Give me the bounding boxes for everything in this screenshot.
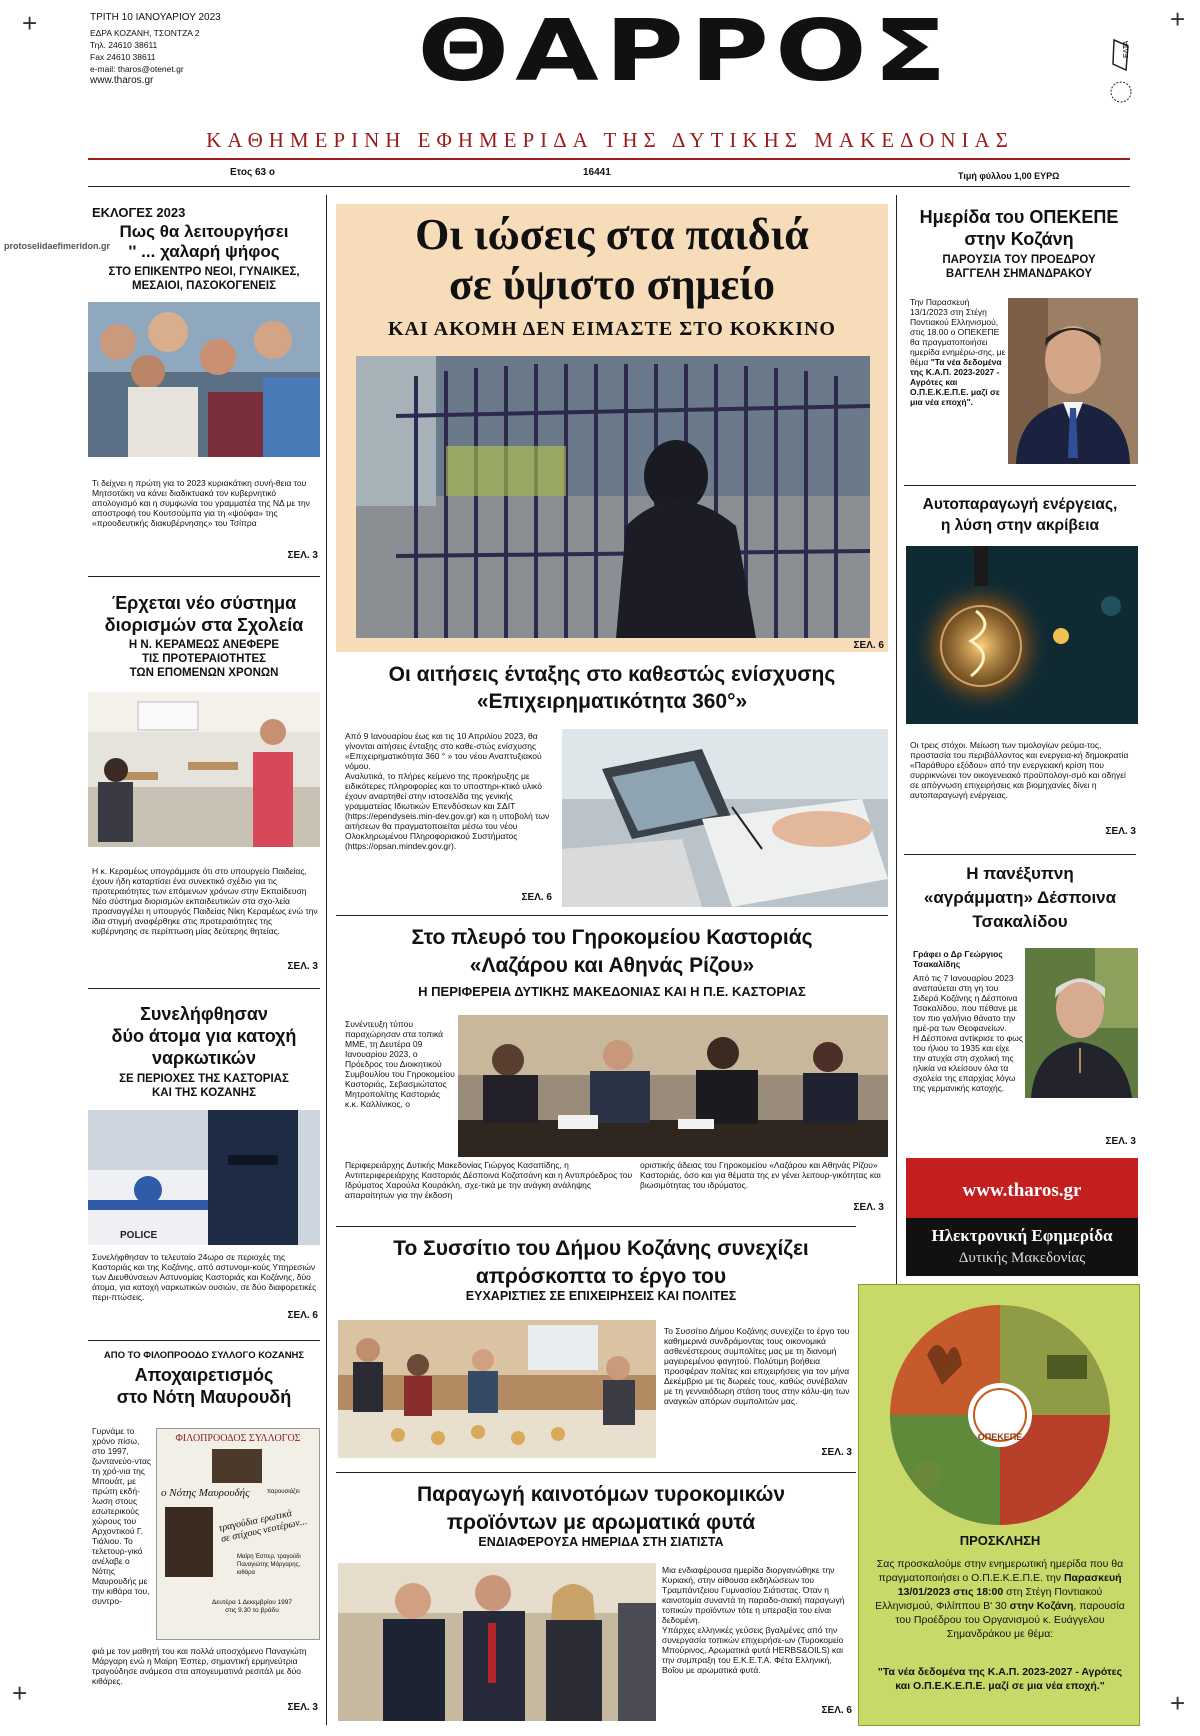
a3-headline: Συνελήφθησαν δύο άτομα για κατοχή ναρκωτικών — [111, 1004, 297, 1068]
poster-photo-small — [212, 1449, 262, 1483]
a4-body: Γυρνάμε το χρόνο πίσω, στο 1997, ζωντανεύο-ντας τη χρό-νια της Μπουάτ, με πρώτη εκδή-λωση στους εσωτερικούς χώρους του Αρχοντικού Γ. Τιάλιου. Το τελετουρ-γικό ανέλαβε ο Νότης Μαυρουδής με την κιθάρα του, συντρο- — [92, 1426, 151, 1606]
invitation-body — [871, 1557, 1129, 1641]
ad-url[interactable]: www.tharos.gr — [962, 1180, 1082, 1201]
ad-line2: Δυτικής Μακεδονίας — [958, 1250, 1086, 1266]
price-label: Τιμή φύλλου 1,00 ΕΥΡΩ — [958, 171, 1060, 181]
issue-date: ΤΡΙΤΗ 10 ΙΑΝΟΥΑΡΙΟΥ 2023 — [90, 12, 221, 23]
c2-body: Οι τρεις στόχοι. Μείωση των τιμολογίων ρεύμα-τος, προστασία του περιβάλλοντος και ενεργεια-κή δημοκρατία «Παράθυρο εξόδου» από την ενεργειακή κρίση που συρρικνώνει τον οικογενειακό προϋπολογι-σμό και οδηγεί σε απόγνωση επιχειρήσεις και βιομηχανίες δίνει η αυτοπαραγωγή ενέργειας. — [910, 740, 1129, 800]
a1-subhead: ΣΤΟ ΕΠΙΚΕΝΤΡΟ ΝΕΟΙ, ΓΥΝΑΙΚΕΣ, ΜΕΣΑΙΟΙ, ΠΑΣΟΚΟΓΕΝΕΙΣ — [108, 266, 300, 292]
website[interactable]: www.tharos.gr — [90, 75, 154, 86]
b1-page-ref[interactable]: ΣΕΛ. 6 — [521, 892, 552, 903]
b2-headline: Στο πλευρό του Γηροκομείου Καστοριάς «Λαζάρου και Αθηνάς Ρίζου» — [411, 926, 813, 977]
b4-headline: Παραγωγή καινοτόμων τυροκομικών προϊόντων με αρωματικά φυτά — [416, 1483, 786, 1534]
divider — [904, 854, 1136, 855]
c1-headline: Ημερίδα του ΟΠΕΚΕΠΕ στην Κοζάνη — [919, 207, 1119, 249]
b2-photo-press-conference — [458, 1015, 888, 1157]
b3-body: Το Συσσίτιο Δήμου Κοζάνης συνεχίζει το έργο του καθημερινά συνδράμοντας τους οικονομικά ασθενέστερους συμπολίτες μας με τη διανομή μαγειρεμένου φαγητού. Πολύτιμη βοήθεια προσφέραν πολίτες και επιχειρήσεις για τον μήνα Δεκέμβριο με τις δωρεές τους, καθώς συνέβαλαν με τη γενναιόδωρη στάση τους στην κάλυ-ψη των αναγκών απόρων συμπολιτών μας. — [664, 1326, 850, 1406]
a4-body-cont: φιά με τον μαθητή του και πολλά υποσχόμενο Παναγιώτη Μάργαρη ενώ η Μαίρη Έσπερ, σημαντική ερμηνεύτρια τραγούδησε ανάμεσα στα απογευματινά ρεσιτάλ με δύο κιθάρες. — [92, 1646, 307, 1686]
b4-page-ref[interactable]: ΣΕΛ. 6 — [821, 1705, 852, 1716]
invitation-quote: "Τα νέα δεδομένα της Κ.Α.Π. 2023-2027 - Αγρότες και Ο.Π.Ε.Κ.Ε.Π.Ε. μαζί σε μια νέα εποχή." — [877, 1666, 1123, 1692]
b1-body: Από 9 Ιανουαρίου έως και τις 10 Απριλίου 2023, θα γίνονται αιτήσεις ένταξης στο καθε-στώς ενίσχυσης «Επιχειρηματικότητα 360 ° » του νέου Αναπτυξιακού νόμου. Αναλυτικά, το πλήρες κείμενο της προκήρυξης με ειδικότερες πληροφορίες και το υποστηρι-κτικό υλικό έχουν αναρτηθεί στην ιστοσελίδα της γενικής γραμματείας Ιδιωτικών Επενδύσεων και ΣΔΙΤ (https://ependyseis.min-dev.gov.gr) και η υποβολή των αιτήσεων θα πραγματοποιείται μέσω του νέου Ολοκληρωμένου Πληροφοριακού Συστήματος (https://opsan.mindev.gov.gr). — [345, 731, 550, 851]
a2-headline: Έρχεται νέο σύστημα διορισμών στα Σχολεία — [104, 593, 304, 635]
column-rule — [326, 195, 327, 1725]
b2-body-left: Συνέντευξη τύπου παραχώρησαν στα τοπικά ΜΜΕ, τη Δευτέρα 09 Ιανουαρίου 2023, ο Πρόεδρος του Διοικητικού Συμβουλίου του Γηροκομείου Καστοριάς, Σεβασμιώτατος Μητροπολίτης Καστοριάς κ.κ. Καλλίνικος, ο — [345, 1019, 455, 1109]
invitation-illustration — [867, 1295, 1133, 1535]
c1-body-bold: "Τα νέα δεδομένα της Κ.Α.Π. 2023-2027 - Αγρότες και Ο.Π.Ε.Κ.Ε.Π.Ε. μαζί σε μια νέα εποχή". — [910, 357, 1002, 407]
a1-headline: Πως θα λειτουργήσει '' ... χαλαρή ψήφος — [119, 222, 289, 261]
c3-page-ref[interactable]: ΣΕΛ. 3 — [1105, 1136, 1136, 1147]
email: e-mail: tharos@otenet.gr — [90, 64, 184, 74]
a4-poster — [156, 1428, 320, 1640]
website-ad[interactable] — [906, 1158, 1138, 1276]
a4-page-ref[interactable]: ΣΕΛ. 3 — [287, 1702, 318, 1713]
poster-photo-guitarist — [165, 1507, 213, 1577]
invitation-box — [858, 1284, 1140, 1726]
invitation-presence: , παρουσία του Προέδρου του Οργανισμού κ. Ευάγγελου Σημανδράκου με θέμα: — [895, 1600, 1125, 1640]
b2-page-ref[interactable]: ΣΕΛ. 3 — [853, 1202, 884, 1213]
divider — [88, 1340, 320, 1341]
crop-mark: + — [22, 8, 38, 38]
c1-body — [910, 297, 1006, 407]
b2-body-right: οριστικής άδειας του Γηροκομείου «Λαζάρου και Αθηνάς Ρίζου» Καστοριάς, όσο και για θέματα της εν γένει λειτουρ-γικότητας και βιωσιμότητας του ιδρύματος. — [640, 1160, 881, 1190]
a2-subhead: Η Ν. ΚΕΡΑΜΕΩΣ ΑΝΕΦΕΡΕ ΤΙΣ ΠΡΟΤΕΡΑΙΟΤΗΤΕΣ ΤΩΝ ΕΠΟΜΕΝΩΝ ΧΡΟΝΩΝ — [128, 639, 280, 679]
a3-photo-police — [88, 1110, 320, 1245]
divider — [904, 485, 1136, 486]
newspaper-title: ΘΑΡΡΟΣ — [417, 2, 953, 101]
crop-mark: + — [1170, 4, 1186, 34]
a1-page-ref[interactable]: ΣΕΛ. 3 — [287, 550, 318, 561]
c3-photo-portrait — [1025, 948, 1138, 1098]
b3-page-ref[interactable]: ΣΕΛ. 3 — [821, 1447, 852, 1458]
lead-photo-school-gate — [356, 356, 870, 638]
poster-name: ο Νότης Μαυρουδής — [161, 1487, 250, 1499]
fax: Fax 24610 38611 — [90, 52, 156, 62]
c1-photo-portrait — [1008, 298, 1138, 464]
poster-presents: παρουσιάζει — [267, 1489, 300, 1495]
a4-kicker: ΑΠΟ ΤΟ ΦΙΛΟΠΡΟΟΔΟ ΣΥΛΛΟΓΟ ΚΟΖΑΝΗΣ — [103, 1350, 305, 1361]
c3-byline: Γράφει ο Δρ Γεώργιος Τσακαλίδης — [913, 949, 1003, 969]
a1-kicker: ΕΚΛΟΓΕΣ 2023 — [92, 205, 186, 220]
a2-page-ref[interactable]: ΣΕΛ. 3 — [287, 961, 318, 972]
elta-label: ΕΛΤΑ — [1123, 40, 1130, 58]
divider — [336, 915, 888, 916]
b2-subhead: Η ΠΕΡΙΦΕΡΕΙΑ ΔΥΤΙΚΗΣ ΜΑΚΕΔΟΝΙΑΣ ΚΑΙ Η Π.Ε. ΚΑΣΤΟΡΙΑΣ — [418, 984, 806, 999]
b4-body: Μια ενδιαφέρουσα ημερίδα διοργανώθηκε την Κυριακή, στην αίθουσα εκδηλώσεων του Τραμπάντζειου Γυμνασίου Σιάτιστας. Όταν η καινοτομία συναντά τη παραδο-σιακή παραγωγή τοπικών προϊόντων τότε η υπεραξία του είναι δεδομένη. Υπάρχες ελληνικές γεύσεις βγαλμένες από την συνεργασία τοπικών επιχειρήσε-ων (Τυροκομείο Μπούρινος, Αρωματικά φυτά HERBS&OILS) και την συμπραξη του Ε.Κ.Ε.Τ.Α. Φέτα Ελληνική, Βοΐου με αρωματικά φυτά. — [662, 1565, 845, 1675]
invitation-date: Παρασκευή 13/01/2023 στις 18:00 — [897, 1572, 1122, 1598]
a4-headline: Αποχαιρετισμός στο Νότη Μαυρουδή — [116, 1365, 292, 1407]
year-label: Ετος 63 ο — [230, 167, 275, 178]
a3-subhead: ΣΕ ΠΕΡΙΟΧΕΣ ΤΗΣ ΚΑΣΤΟΡΙΑΣ ΚΑΙ ΤΗΣ ΚΟΖΑΝΗΣ — [119, 1073, 289, 1099]
c2-photo-lightbulb — [906, 546, 1138, 724]
opekepe-logo-text: ΟΠΕΚΕΠΕ — [977, 1432, 1023, 1442]
divider — [336, 1472, 856, 1473]
a2-body: Η κ. Κεραμέως υπογράμμισε ότι στο υπουργείο Παιδείας, έχουν ήδη καταρτίσει ένα συνεκτικό σχέδιο για τις προτεραιότητες των επόμενων χρόνων στην Εκπαίδευση Νέο σύστημα διορισμών εκπαιδευτικών στα σχο-λεία προαναγγέλει η υπουργός Παιδείας Νίκη Κεραμέως ενώ την ίδια στιγμή αναφέρθηκε στις προτεραιότητες της κυβέρνησης σε περίπτωση μίας δεύτερης θητείας. — [92, 866, 318, 936]
invitation-title: ΠΡΟΣΚΛΗΣΗ — [959, 1533, 1041, 1548]
b4-subhead: ΕΝΔΙΑΦΕΡΟΥΣΑ ΗΜΕΡΙΔΑ ΣΤΗ ΣΙΑΤΙΣΤΑ — [478, 1535, 724, 1549]
b4-photo-event — [338, 1563, 656, 1721]
invitation-venue: στη Στέγη Ποντιακού Ελληνισμού, Φιλίππου Β' 30 — [875, 1586, 1103, 1612]
newspaper-subtitle: ΚΑΘΗΜΕΡΙΝΗ ΕΦΗΜΕΡΙΔΑ ΤΗΣ ΔΥΤΙΚΗΣ ΜΑΚΕΔΟΝΙΑΣ — [206, 128, 1014, 152]
c2-headline: Αυτοπαραγωγή ενέργειας, η λύση στην ακρίβεια — [922, 496, 1118, 534]
a1-body: Τι δείχνει η πρώτη για το 2023 κυριακάτικη συνή-θεια του Μητσοτάκη να κάνει διαδικτυακά τον κυβερνητικό απολογισμό και η συμφωνία του γραμματέα της ΝΔ με την αποστροφή του Κουτσούμπα για τη «ψούφα» της «προοδευτικής διακυβέρνησης» του Τσίπρα — [92, 478, 310, 528]
divider — [88, 988, 320, 989]
phone: Τηλ. 24610 38611 — [90, 40, 158, 50]
a2-photo-classroom — [88, 692, 320, 847]
watermark: protoselidaefimeridon.gr — [4, 241, 111, 251]
b2-body-bottom: Περιφερειάρχης Δυτικής Μακεδονίας Γιώργος Κασαπίδης, η Αντιπεριφερειάρχης Καστοριάς Δέσποινα Κοζατσάνη και η Αντιπρόεδρος του Ιδρύματος Χαρούλα Κουράκλη, σχε-τικά με την ανάγκη ανάληψης απαραίτητων για την έκδοση — [345, 1160, 633, 1200]
b3-photo-soup-kitchen — [338, 1320, 656, 1458]
crop-mark: + — [12, 1678, 28, 1708]
invitation-city: στην Κοζάνη — [1009, 1600, 1074, 1612]
poster-song-title: τραγούδια ερωτικά σε στίχους νεοτέρων... — [217, 1507, 309, 1545]
elta-stamp — [1108, 36, 1134, 108]
police-text: POLICE — [120, 1230, 158, 1241]
ad-line1: Ηλεκτρονική Εφημερίδα — [931, 1226, 1113, 1245]
masthead-info — [90, 12, 290, 87]
a3-body: Συνελήφθησαν το τελευταίο 24ωρο σε περιοχές της Καστοριάς και της Κοζάνης, από αστυνομι-κούς Υπηρεσιών των Διευθύνσεων Αστυνομίας Καστοριάς και Κοζάνης, δύο άτομα, για κατοχή ναρκωτικών ουσιών, σε δύο διαφορετικές περι-πτώσεις. — [92, 1252, 317, 1302]
lead-headline: Οι ιώσεις στα παιδιά σε ύψιστο σημείο — [415, 210, 809, 309]
poster-cast: Μαίρη Έσπερ, τραγούδι Παναγιώτης Μάργαρης, κιθάρα — [237, 1554, 301, 1576]
b1-photo-laptop — [562, 729, 888, 907]
lead-subhead: ΚΑΙ ΑΚΟΜΗ ΔΕΝ ΕΙΜΑΣΤΕ ΣΤΟ ΚΟΚΚΙΝΟ — [388, 318, 836, 340]
invitation-text: Σας προσκαλούμε στην ενημερωτική ημερίδα που θα πραγματοποιήσει ο Ο.Π.Ε.Κ.Ε.Π.Ε. την — [876, 1558, 1124, 1584]
b1-headline: Οι αιτήσεις ένταξης στο καθεστώς ενίσχυσης «Επιχειρηματικότητα 360°» — [388, 663, 836, 713]
poster-heading: ΦΙΛΟΠΡΟΟΔΟΣ ΣΥΛΛΟΓΟΣ — [175, 1433, 301, 1444]
crop-mark: + — [1170, 1688, 1186, 1718]
c2-page-ref[interactable]: ΣΕΛ. 3 — [1105, 826, 1136, 837]
poster-date: Δευτέρα 1 Δεκεμβρίου 1997 στις 9.30 το βράδυ — [211, 1599, 293, 1614]
c1-body-text: Την Παρασκευή 13/1/2023 στη Στέγη Ποντιακού Ελληνισμού, στις 18.00 ο ΟΠΕΚΕΠΕ θα πραγματοποιήσει ημερίδα ενημέρω-σης, με θέμα — [910, 297, 1006, 367]
a1-photo-crowd — [88, 302, 320, 457]
c3-headline: Η πανέξυπνη «αγράμματη» Δέσποινα Τσακαλίδου — [923, 864, 1117, 931]
c1-subhead: ΠΑΡΟΥΣΙΑ ΤΟΥ ΠΡΟΕΔΡΟΥ ΒΑΓΓΕΛΗ ΣΗΜΑΝΔΡΑΚΟΥ — [942, 254, 1096, 280]
column-rule — [896, 195, 897, 1285]
masthead-rule — [88, 158, 1130, 160]
divider — [336, 1226, 856, 1227]
c3-body: Από τις 7 Ιανουαρίου 2023 αναπαύεται στη γη του Σιδερά Κοζάνης η Δέσποινα Τσακαλίδου, που πέθανε με τον πιο γαλήνιο θάνατο την ημέ-ρα των Θεοφανείων. Η Δέσποινα αντίκρισε το φως του ήλιου το 1935 και είχε την ατυχία στη σχολική της ηλικία να κλείσουν όλα τα σχολεία της επαρχίας λόγω της γερμανικής κατοχής. — [913, 973, 1023, 1093]
b3-subhead: ΕΥΧΑΡΙΣΤΙΕΣ ΣΕ ΕΠΙΧΕΙΡΗΣΕΙΣ ΚΑΙ ΠΟΛΙΤΕΣ — [465, 1289, 737, 1303]
issue-number: 16441 — [583, 167, 611, 178]
a3-page-ref[interactable]: ΣΕΛ. 6 — [287, 1310, 318, 1321]
lead-page-ref[interactable]: ΣΕΛ. 6 — [853, 640, 884, 651]
header-rule — [88, 186, 1130, 187]
divider — [88, 576, 320, 577]
b3-headline: Το Συσσίτιο του Δήμου Κοζάνης συνεχίζει απρόσκοπτα το έργο του — [393, 1237, 809, 1288]
address: ΕΔΡΑ ΚΟΖΑΝΗ, ΤΣΟΝΤΖΑ 2 — [90, 28, 200, 38]
